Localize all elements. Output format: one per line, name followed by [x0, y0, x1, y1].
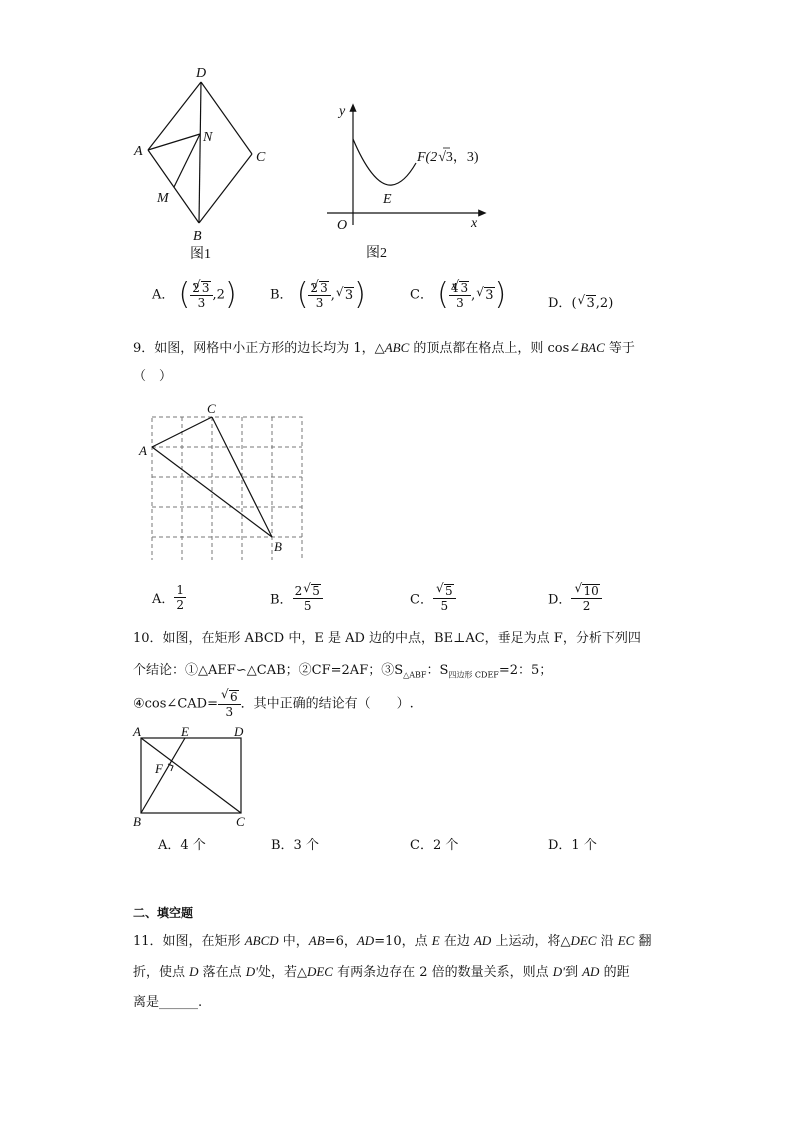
q11-stem-line-3: 离是______. — [133, 995, 203, 1010]
q8-fig1-segment-an — [148, 134, 200, 150]
q8-figure-1 — [130, 60, 280, 270]
q8-fig1-label-b: B — [193, 229, 202, 244]
q8-fig2-point-f: F(2√3，3) — [417, 150, 479, 165]
q8-fig2-curve — [353, 139, 416, 185]
q8-fig1-label-c: C — [256, 150, 266, 165]
q9-label-b: B — [274, 539, 282, 554]
q10-stem-line-1: 10．如图，在矩形 ABCD 中，E 是 AD 边的中点，BE⊥AC，垂足为点 F，分析下列四 — [133, 631, 641, 646]
q8-option-c[interactable]: C． ( $\frac{4√ 3}{3}$ ,√ 3) — [410, 280, 506, 310]
q8-fig1-diagonal-db — [199, 82, 201, 223]
q8-fig2-label-y: y — [339, 104, 346, 119]
q10-label-e: E — [181, 724, 189, 739]
q9-label-a: A — [139, 443, 147, 458]
q10-stem-line-2: 个结论：①△AEF∽△CAB；②CF=2AF；$③S_{\triangle ABF}$：$S_{四边形 CDEF}=2$：5； — [133, 663, 553, 680]
q10-label-b: B — [133, 814, 141, 829]
q9-option-c[interactable]: C． √ $\frac{5}{5}$ — [410, 584, 456, 612]
q9-option-a[interactable]: A． $\frac{1}{2}$ — [152, 583, 185, 612]
q9-option-b[interactable]: B． $\frac{2√ 5}{5}$ — [270, 584, 323, 612]
q10-stem-line-3: ④cos∠CAD= √ $\frac{6}{3}$ ．其中正确的结论有（ ）. — [133, 690, 414, 718]
q10-label-d: D — [234, 724, 244, 739]
q8-fig1-label-a: A — [134, 144, 143, 159]
q9-label-c: C — [207, 401, 216, 416]
q8-option-a[interactable]: A． ( $\frac{2√ 3}{3}$ ,2) — [152, 280, 237, 310]
q8-fig1-label-m: M — [157, 191, 169, 206]
q8-fig2-label-o: O — [337, 218, 348, 233]
q8-fig1-caption: 图1 — [190, 247, 211, 262]
q10-option-a[interactable]: A．4 个 — [158, 838, 206, 853]
q9-stem-line-1: 9．如图，网格中小正方形的边长均为 1，△ABC 的顶点都在格点上，则 cos∠BAC 等于 — [133, 340, 635, 356]
q8-fig1-edge-da — [148, 82, 201, 150]
q10-option-c[interactable]: C．2 个 — [410, 838, 459, 853]
q8-fig1-edge-ab — [148, 150, 199, 223]
q11-stem-line-1: 11．如图，在矩形 ABCD 中，AB=6，AD=10，点 E 在边 AD 上运动，将△DEC 沿 EC 翻 — [133, 933, 652, 949]
q8-option-b[interactable]: B． ( $\frac{2√ 3}{3}$ ,√ 3) — [270, 280, 366, 310]
q8-fig1-label-n: N — [203, 130, 213, 145]
q8-fig1-segment-mn — [174, 134, 200, 187]
q8-figure-2 — [320, 95, 520, 270]
q9-triangle-ac — [152, 417, 212, 447]
q8-fig2-label-e: E — [383, 192, 392, 207]
q10-label-f: F — [155, 761, 163, 776]
q8-option-d[interactable]: D．(√ 3,2) — [548, 292, 613, 311]
q10-option-d[interactable]: D．1 个 — [548, 838, 597, 853]
q10-label-a: A — [133, 724, 141, 739]
q8-fig1-edge-cb — [199, 154, 252, 223]
q10-segment-be — [141, 738, 185, 813]
q10-option-b[interactable]: B．3 个 — [271, 838, 319, 853]
q11-stem-line-2: 折，使点 D 落在点 D'处，若△DEC 有两条边存在 2 倍的数量关系，则点 D'到 AD 的距 — [133, 964, 630, 980]
section-title-fill-in: 二、填空题 — [133, 906, 194, 920]
q8-fig2-caption: 图2 — [366, 246, 387, 261]
q9-grid-figure — [135, 400, 315, 560]
q9-option-d[interactable]: D． √ $\frac{10}{2}$ — [548, 584, 602, 612]
q10-label-c: C — [236, 814, 245, 829]
q8-fig1-label-d: D — [196, 66, 207, 81]
q9-stem-line-2: （ ） — [133, 369, 173, 384]
q10-rectangle-figure — [130, 722, 255, 832]
q8-fig2-label-x: x — [471, 216, 478, 231]
